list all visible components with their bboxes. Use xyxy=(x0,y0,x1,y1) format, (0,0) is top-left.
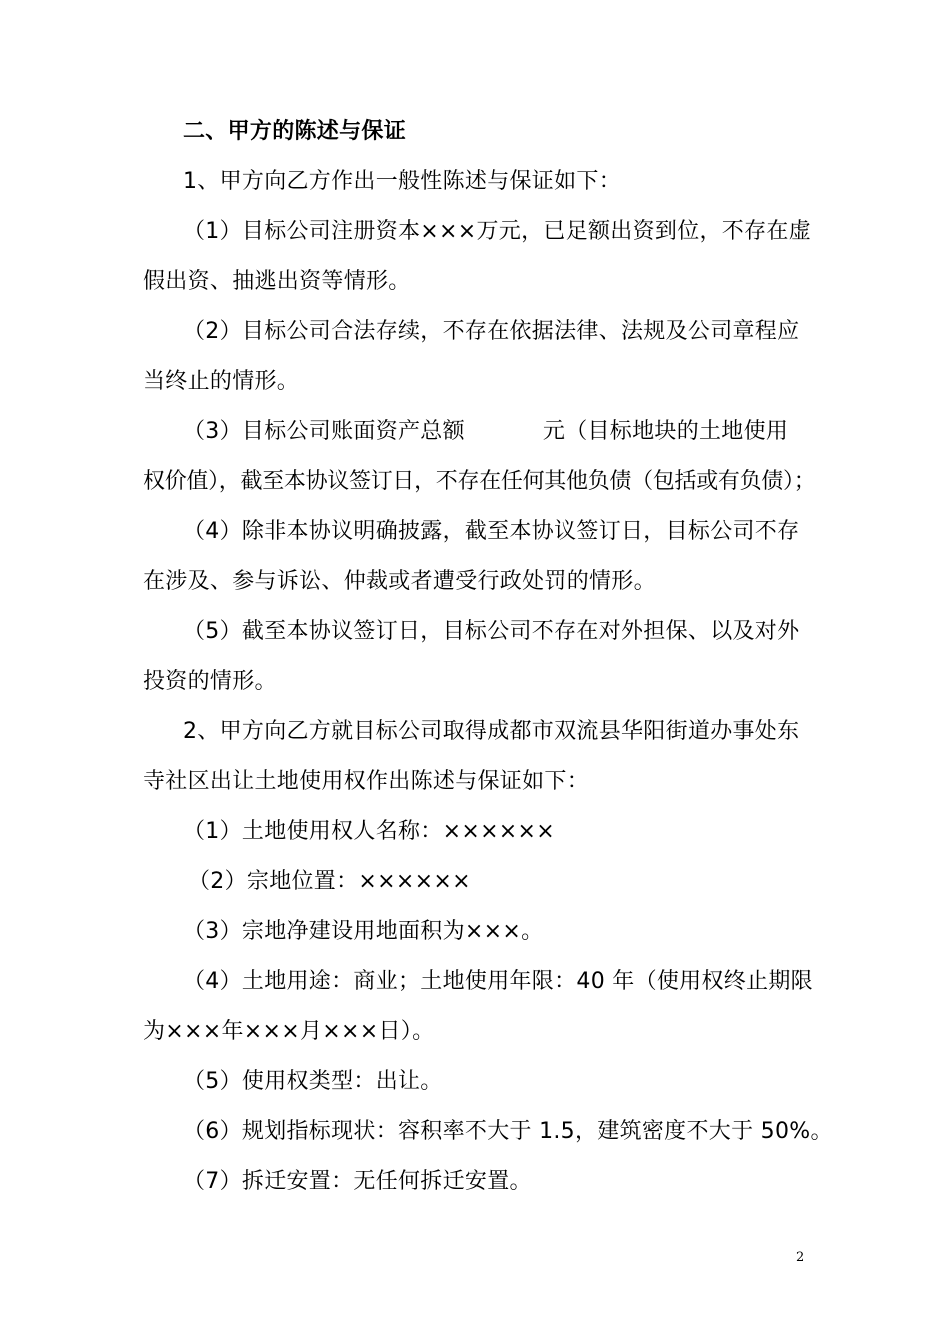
paragraph-line: 投资的情形。 xyxy=(143,669,277,694)
list-item: （6）规划指标现状：容积率不大于 1.5，建筑密度不大于 50%。 xyxy=(183,1119,833,1144)
paragraph-line xyxy=(183,417,788,447)
paragraph-line: 2、甲方向乙方就目标公司取得成都市双流县华阳街道办事处东 xyxy=(183,719,800,744)
paragraph-line: 当终止的情形。 xyxy=(143,369,300,394)
paragraph-line: 假出资、抽逃出资等情形。 xyxy=(143,269,411,294)
paragraph-line: 在涉及、参与诉讼、仲裁或者遭受行政处罚的情形。 xyxy=(143,569,656,594)
list-item: （3）宗地净建设用地面积为×××。 xyxy=(183,919,544,944)
paragraph-line: （4）除非本协议明确披露，截至本协议签订日，目标公司不存 xyxy=(183,519,800,544)
page-number: 2 xyxy=(796,1250,805,1265)
list-item: （5）使用权类型：出让。 xyxy=(183,1069,443,1094)
paragraph-line: 权价值），截至本协议签订日，不存在任何其他负债（包括或有负债）； xyxy=(143,469,816,494)
list-item: （4）土地用途：商业；土地使用年限：40 年（使用权终止期限 xyxy=(183,969,813,994)
paragraph-line: 寺社区出让土地使用权作出陈述与保证如下： xyxy=(143,769,590,794)
line-segment: 元（目标地块的土地使用 xyxy=(542,419,789,444)
paragraph-line: 1、甲方向乙方作出一般性陈述与保证如下： xyxy=(183,169,621,194)
list-item: （1）土地使用权人名称：×××××× xyxy=(183,819,555,844)
section-heading: 二、甲方的陈述与保证 xyxy=(183,119,407,144)
line-segment: （3）目标公司账面资产总额 xyxy=(183,419,465,444)
list-item: （2）宗地位置：×××××× xyxy=(188,869,471,894)
paragraph-line: （5）截至本协议签订日，目标公司不存在对外担保、以及对外 xyxy=(183,619,800,644)
paragraph-line: 为×××年×××月×××日）。 xyxy=(143,1019,435,1044)
paragraph-line: （1）目标公司注册资本×××万元，已足额出资到位，不存在虚 xyxy=(183,219,811,244)
paragraph-line: （2）目标公司合法存续，不存在依据法律、法规及公司章程应 xyxy=(183,319,800,344)
list-item: （7）拆迁安置：无任何拆迁安置。 xyxy=(183,1169,532,1194)
